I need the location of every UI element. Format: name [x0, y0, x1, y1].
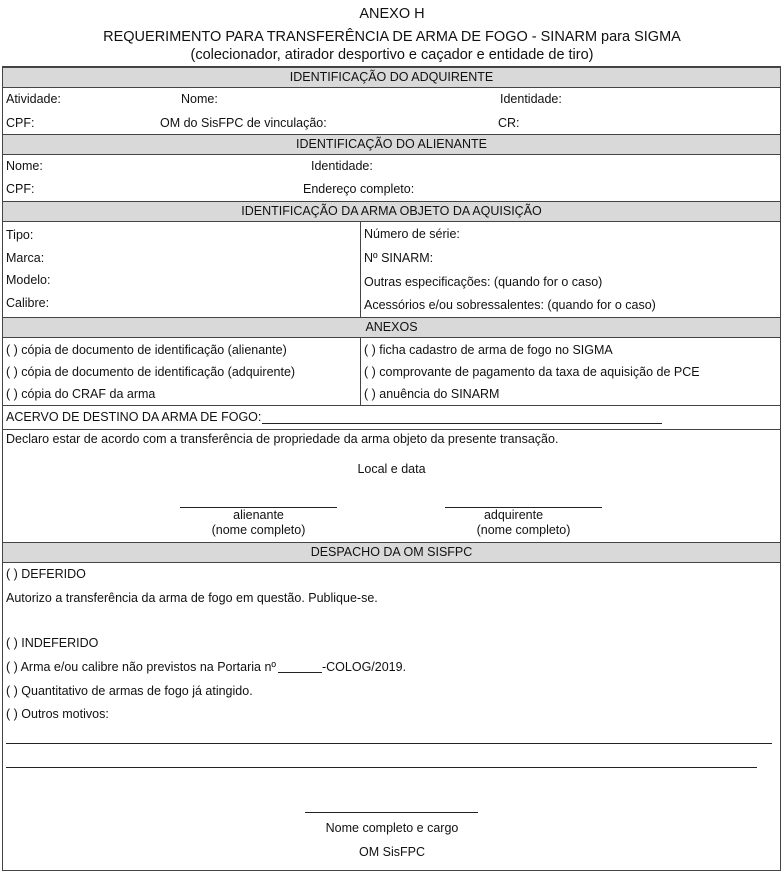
adquirente-signature-label: adquirente	[483, 508, 544, 522]
section-despacho-heading: DESPACHO DA OM SISFPC	[3, 542, 780, 563]
alienante-signature-label: alienante	[233, 508, 284, 522]
anexo-ficha-sigma[interactable]: ( ) ficha cadastro de arma de fogo no SIGMA	[364, 343, 613, 357]
anexo-comprovante-taxa[interactable]: ( ) comprovante de pagamento da taxa de aquisição de PCE	[364, 365, 700, 379]
local-data-label: Local e data	[357, 462, 426, 476]
field-calibre[interactable]: Calibre:	[6, 296, 50, 310]
field-numero-serie[interactable]: Número de série:	[364, 227, 460, 241]
section-arma-heading: IDENTIFICAÇÃO DA ARMA OBJETO DA AQUISIÇÃO	[3, 201, 780, 222]
option-indeferido[interactable]: ( ) INDEFERIDO	[6, 636, 99, 650]
section-adquirente-heading: IDENTIFICAÇÃO DO ADQUIRENTE	[3, 67, 780, 88]
arma-column-divider	[360, 222, 361, 317]
acervo-input-line[interactable]	[262, 423, 662, 424]
motivo-arma-calibre-suffix: -COLOG/2019.	[321, 660, 407, 674]
field-acessorios[interactable]: Acessórios e/ou sobressalentes: (quando for o caso)	[364, 298, 656, 312]
acervo-divider-bottom	[3, 429, 780, 430]
anexos-column-divider	[360, 338, 361, 405]
field-om-vinculacao[interactable]: OM do SisFPC de vinculação:	[160, 116, 327, 130]
field-outras-especificacoes[interactable]: Outras especificações: (quando for o caso)	[364, 275, 603, 289]
outros-motivos-line-2[interactable]	[6, 767, 757, 768]
adquirente-signature-sub: (nome completo)	[476, 523, 571, 537]
section-anexos-heading: ANEXOS	[3, 317, 780, 338]
field-alienante-identidade[interactable]: Identidade:	[311, 159, 373, 173]
anexo-anuencia-sinarm[interactable]: ( ) anuência do SINARM	[364, 387, 500, 401]
om-signature-line[interactable]	[305, 812, 478, 813]
option-deferido[interactable]: ( ) DEFERIDO	[6, 567, 86, 581]
field-alienante-endereco[interactable]: Endereço completo:	[303, 182, 415, 196]
field-adquirente-cpf[interactable]: CPF:	[6, 116, 35, 130]
field-atividade[interactable]: Atividade:	[6, 92, 61, 106]
field-adquirente-nome[interactable]: Nome:	[181, 92, 218, 106]
motivo-arma-calibre-prefix: ( ) Arma e/ou calibre não previstos na Portaria nº	[6, 660, 276, 674]
om-signature-om: OM SisFPC	[359, 845, 425, 859]
annex-label: ANEXO H	[359, 6, 425, 22]
section-alienante-heading: IDENTIFICAÇÃO DO ALIENANTE	[3, 134, 780, 155]
form-subtitle: (colecionador, atirador desportivo e caçador e entidade de tiro)	[190, 47, 594, 63]
field-adquirente-identidade[interactable]: Identidade:	[500, 92, 562, 106]
motivo-quantitativo[interactable]: ( ) Quantitativo de armas de fogo já atingido.	[6, 684, 253, 698]
field-modelo[interactable]: Modelo:	[6, 273, 51, 287]
om-signature-cargo: Nome completo e cargo	[325, 821, 459, 835]
field-adquirente-cr[interactable]: CR:	[498, 116, 520, 130]
field-numero-sinarm[interactable]: Nº SINARM:	[364, 251, 434, 265]
field-alienante-cpf[interactable]: CPF:	[6, 182, 35, 196]
motivo-arma-calibre[interactable]	[6, 660, 406, 674]
acervo-divider-top	[3, 405, 780, 406]
anexo-copia-craf[interactable]: ( ) cópia do CRAF da arma	[6, 387, 156, 401]
declaracao-text: Declaro estar de acordo com a transferência de propriedade da arma objeto da presente transação.	[6, 432, 559, 446]
autorizo-text: Autorizo a transferência da arma de fogo em questão. Publique-se.	[6, 591, 378, 605]
field-alienante-nome[interactable]: Nome:	[6, 159, 43, 173]
field-tipo[interactable]: Tipo:	[6, 228, 34, 242]
acervo-label: ACERVO DE DESTINO DA ARMA DE FOGO:	[6, 410, 262, 424]
anexo-copia-id-alienante[interactable]: ( ) cópia de documento de identificação (alienante)	[6, 343, 287, 357]
alienante-signature-sub: (nome completo)	[211, 523, 306, 537]
anexo-copia-id-adquirente[interactable]: ( ) cópia de documento de identificação (adquirente)	[6, 365, 296, 379]
portaria-number-blank[interactable]	[278, 661, 322, 673]
form-title: REQUERIMENTO PARA TRANSFERÊNCIA DE ARMA DE FOGO - SINARM para SIGMA	[103, 29, 681, 45]
field-marca[interactable]: Marca:	[6, 251, 45, 265]
motivo-outros[interactable]: ( ) Outros motivos:	[6, 707, 109, 721]
outros-motivos-line-1[interactable]	[6, 743, 772, 744]
